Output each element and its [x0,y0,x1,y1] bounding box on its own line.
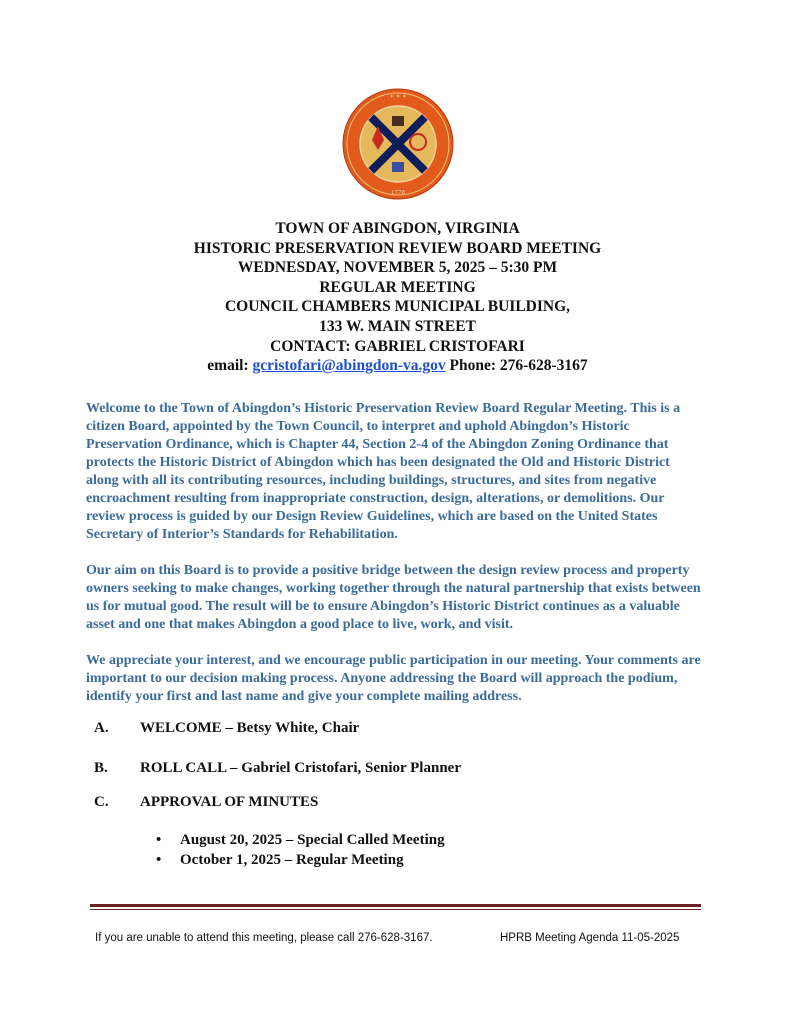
bullet-icon: • [156,832,162,848]
agenda-item-approval-of-minutes [94,794,318,811]
minutes-item [156,850,445,870]
agenda-item-letter: A. [94,720,109,736]
agenda-item-text: ROLL CALL – Gabriel Cristofari, Senior Planner [140,760,461,776]
email-link[interactable]: gcristofari@abingdon-va.gov [252,357,446,375]
footer-attendance-note: If you are unable to attend this meeting, please call 276-628-3167. [95,932,433,944]
bullet-icon: • [156,852,162,868]
town-seal-icon [342,88,454,200]
email-label: email: [207,357,253,375]
footer-document-label: HPRB Meeting Agenda 11-05-2025 [500,932,680,944]
meeting-address: 133 W. MAIN STREET [319,317,476,335]
agenda-item-roll-call [94,760,461,777]
svg-text:1778: 1778 [391,190,405,196]
town-name: TOWN OF ABINGDON, VIRGINIA [275,220,520,237]
footer-divider-thin [90,909,701,910]
intro-text [86,400,706,724]
agenda-item-letter: B. [94,760,108,776]
agenda-item-letter: C. [94,794,109,810]
minutes-item [156,830,445,850]
phone-text: Phone: 276-628-3167 [445,357,588,375]
intro-paragraph-welcome: Welcome to the Town of Abingdon’s Historic Preservation Review Board Regular Meeting. This is a citizen Board, appointed by the Town Council, to interpret and uphold Abingdon’s Historic Preservation Ordinance, which is Chapter 44, Section 2-4 of the Abingdon Zoning Ordinance that protects the Historic District of Abingdon which has been designated the Old and Historic District along with all its contributing resources, including buildings, structures, and sites from negative encroachment resulting from inappropriate construction, design, alterations, or demolitions. Our review process is guided by our Design Review Guidelines, which are based on the United States Secretary of Interior’s Standards for Rehabilitation. [86,401,681,542]
meeting-type: REGULAR MEETING [319,278,476,296]
agenda-item-text: APPROVAL OF MINUTES [140,794,319,810]
contact-name: CONTACT: GABRIEL CRISTOFARI [270,337,525,355]
contact-line [60,356,735,376]
intro-paragraph-participation: We appreciate your interest, and we encourage public participation in our meeting. Your comments are important to our decision making process. Anyone addressing the Board will approach the podium, identify your first and last name and give your complete mailing address. [86,653,701,704]
board-meeting-title: HISTORIC PRESERVATION REVIEW BOARD MEETING [193,239,602,257]
svg-text:✦ ✦ ✦: ✦ ✦ ✦ [389,94,407,100]
footer-divider-thick [90,904,701,907]
agenda-item-welcome [94,720,359,737]
meeting-location: COUNCIL CHAMBERS MUNICIPAL BUILDING, [224,298,571,316]
meeting-date-time: WEDNESDAY, NOVEMBER 5, 2025 – 5:30 PM [237,259,558,277]
agenda-item-text: WELCOME – Betsy White, Chair [140,720,360,736]
intro-paragraph-aim: Our aim on this Board is to provide a positive bridge between the design review process and property owners seeking to make changes, working together through the natural partnership that exists between us for mutual good. The result will be to ensure Abingdon’s Historic District continues as a valuable asset and one that makes Abingdon a good place to live, work, and visit. [86,563,701,632]
minutes-item-text: August 20, 2025 – Special Called Meeting [180,832,445,848]
meeting-header [60,219,735,376]
minutes-item-text: October 1, 2025 – Regular Meeting [180,852,404,868]
minutes-list [156,830,445,870]
